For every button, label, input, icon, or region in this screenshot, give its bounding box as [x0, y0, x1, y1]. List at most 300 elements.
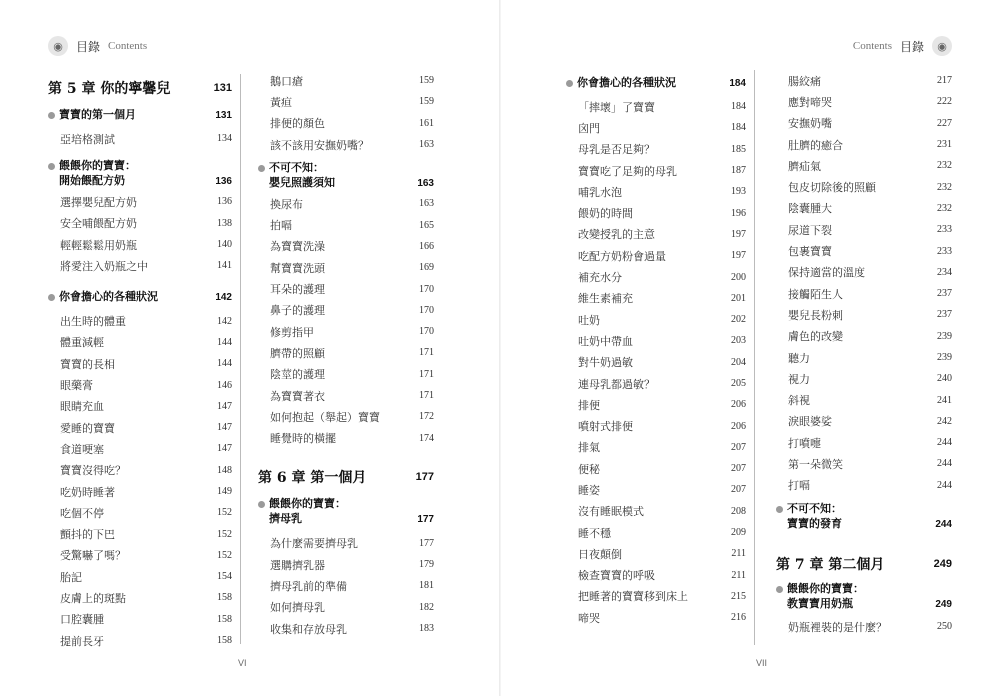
section-heading[interactable]	[48, 102, 232, 128]
entry-page: 141	[217, 260, 232, 272]
entry-title: 囟門	[578, 121, 600, 135]
entry-title: 嬰兒長粉刺	[788, 308, 843, 322]
toc-entry[interactable]	[258, 91, 434, 112]
entry-page: 171	[419, 368, 434, 380]
entry-title: 肚臍的癒合	[788, 138, 843, 152]
entry-page: 134	[217, 133, 232, 145]
toc-entry[interactable]	[776, 326, 952, 347]
toc-column-4	[776, 70, 952, 637]
entry-page: 174	[419, 432, 434, 444]
entry-page: 232	[937, 202, 952, 214]
entry-title: 腸絞痛	[788, 74, 821, 88]
entry-title: 安全哺餵配方奶	[60, 217, 137, 231]
toc-entry[interactable]	[48, 609, 232, 630]
entry-title: 日夜顛倒	[578, 547, 622, 561]
section-heading[interactable]	[258, 495, 434, 529]
entry-title: 受驚嚇了嗎？	[60, 549, 126, 563]
toc-entry[interactable]	[566, 288, 746, 309]
toc-entry[interactable]	[258, 385, 434, 406]
entry-page: 181	[419, 580, 434, 592]
entry-title: 寶寶沒得吃？	[60, 464, 126, 478]
entry-title: 排便	[578, 398, 600, 412]
toc-entry[interactable]	[776, 389, 952, 410]
toc-entry[interactable]	[258, 236, 434, 257]
entry-title: 食道哽塞	[60, 442, 104, 456]
section-title-line2: 寶寶的發育	[787, 517, 842, 530]
entry-title: 收集和存放母乳	[270, 622, 347, 636]
section-title: 寶寶的第一個月	[59, 108, 136, 121]
entry-title: 為什麼需要擠母乳	[270, 537, 358, 551]
toc-entry[interactable]	[48, 191, 232, 212]
entry-page: 163	[419, 198, 434, 210]
entry-page: 171	[419, 347, 434, 359]
toc-entry[interactable]	[776, 304, 952, 325]
toc-entry[interactable]	[48, 332, 232, 353]
entry-title: 顫抖的下巴	[60, 528, 115, 542]
entry-title: 斜視	[788, 394, 810, 408]
section-page: 177	[417, 513, 434, 525]
entry-title: 沒有睡眠模式	[578, 505, 644, 519]
toc-entry[interactable]	[258, 113, 434, 134]
entry-title: 眼藥膏	[60, 379, 93, 393]
section-page: 142	[215, 291, 232, 303]
entry-title: 擠母乳前的準備	[270, 579, 347, 593]
entry-title: 輕輕鬆鬆用奶瓶	[60, 238, 137, 252]
section-page: 249	[935, 598, 952, 610]
entry-title: 第一朵微笑	[788, 457, 843, 471]
entry-page: 158	[217, 635, 232, 647]
entry-page: 211	[731, 569, 746, 581]
chapter-heading[interactable]	[258, 463, 434, 491]
toc-entry[interactable]	[48, 213, 232, 234]
entry-title: 啼哭	[578, 611, 600, 625]
toc-entry[interactable]	[566, 373, 746, 394]
entry-page: 240	[937, 373, 952, 385]
entry-page: 158	[217, 613, 232, 625]
entry-page: 184	[731, 101, 746, 113]
entry-page: 203	[731, 335, 746, 347]
entry-title: 聽力	[788, 351, 810, 365]
entry-page: 144	[217, 358, 232, 370]
section-page: 244	[935, 518, 952, 530]
entry-page: 147	[217, 443, 232, 455]
section-title-line2: 開始餵配方奶	[59, 175, 125, 188]
bullet-icon	[776, 506, 783, 513]
toc-column-3	[566, 70, 755, 645]
toc-entry[interactable]	[258, 342, 434, 363]
entry-title: 皮膚上的斑點	[60, 591, 126, 605]
entry-page: 146	[217, 379, 232, 391]
entry-title: 打噴嚏	[788, 436, 821, 450]
toc-entry[interactable]	[566, 607, 746, 628]
entry-page: 232	[937, 181, 952, 193]
entry-page: 237	[937, 288, 952, 300]
entry-title: 睡覺時的橫擺	[270, 432, 336, 446]
section-page: 163	[417, 178, 434, 190]
section-title: 你會擔心的各種狀況	[577, 76, 676, 89]
book-gutter	[499, 0, 501, 696]
entry-title: 哺乳水泡	[578, 185, 622, 199]
toc-entry[interactable]	[258, 533, 434, 554]
entry-title: 改變授乳的主意	[578, 228, 655, 242]
entry-page: 244	[937, 458, 952, 470]
entry-page: 222	[937, 96, 952, 108]
chapter-title: 第 7 章 第二個月	[776, 556, 885, 573]
toc-entry[interactable]	[258, 134, 434, 155]
entry-title: 應對啼哭	[788, 95, 832, 109]
toc-entry[interactable]	[258, 618, 434, 639]
entry-page: 193	[731, 186, 746, 198]
entry-title: 選擇嬰兒配方奶	[60, 195, 137, 209]
entry-page: 152	[217, 549, 232, 561]
entry-page: 197	[731, 228, 746, 240]
entry-title: 尿道下裂	[788, 223, 832, 237]
stroller-icon: ◉	[932, 36, 952, 56]
toc-entry[interactable]	[48, 460, 232, 481]
entry-page: 200	[731, 271, 746, 283]
entry-page: 237	[937, 309, 952, 321]
toc-entry[interactable]	[48, 481, 232, 502]
entry-page: 244	[937, 479, 952, 491]
entry-title: 眼睛充血	[60, 400, 104, 414]
entry-page: 206	[731, 399, 746, 411]
toc-entry[interactable]	[48, 523, 232, 544]
toc-entry[interactable]	[566, 501, 746, 522]
entry-page: 170	[419, 283, 434, 295]
entry-page: 233	[937, 224, 952, 236]
entry-page: 136	[217, 196, 232, 208]
entry-page: 166	[419, 240, 434, 252]
toc-entry[interactable]	[566, 181, 746, 202]
entry-page: 152	[217, 507, 232, 519]
toc-entry[interactable]	[776, 240, 952, 261]
entry-page: 211	[731, 548, 746, 560]
toc-entry[interactable]	[48, 587, 232, 608]
toc-entry[interactable]	[566, 309, 746, 330]
toc-entry[interactable]	[776, 368, 952, 389]
toc-entry[interactable]	[776, 432, 952, 453]
toc-entry[interactable]	[776, 70, 952, 91]
toc-entry[interactable]	[48, 566, 232, 587]
entry-page: 163	[419, 139, 434, 151]
entry-title: 排氣	[578, 441, 600, 455]
toc-entry[interactable]	[776, 176, 952, 197]
toc-entry[interactable]	[48, 128, 232, 149]
entry-page: 215	[731, 590, 746, 602]
toc-entry[interactable]	[776, 475, 952, 496]
section-page: 136	[215, 176, 232, 188]
entry-page: 183	[419, 623, 434, 635]
chapter-page: 249	[933, 557, 952, 570]
entry-title: 吐奶	[578, 313, 600, 327]
entry-page: 172	[419, 411, 434, 423]
toc-entry[interactable]	[258, 278, 434, 299]
toc-entry[interactable]	[566, 437, 746, 458]
entry-page: 216	[731, 612, 746, 624]
toc-entry[interactable]	[566, 202, 746, 223]
section-heading[interactable]	[776, 580, 952, 614]
toc-entry[interactable]	[566, 352, 746, 373]
bullet-icon	[48, 163, 55, 170]
toc-column-1	[48, 74, 241, 648]
entry-title: 該不該用安撫奶嘴？	[270, 138, 369, 152]
toc-entry[interactable]	[566, 117, 746, 138]
chapter-page: 177	[415, 470, 434, 483]
entry-title: 吐奶中帶血	[578, 334, 633, 348]
entry-title: 便秘	[578, 462, 600, 476]
entry-page: 207	[731, 441, 746, 453]
toc-entry[interactable]	[776, 134, 952, 155]
entry-page: 185	[731, 143, 746, 155]
toc-entry[interactable]	[776, 453, 952, 474]
entry-title: 視力	[788, 372, 810, 386]
entry-title: 奶瓶裡裝的是什麼？	[788, 620, 887, 634]
entry-page: 201	[731, 292, 746, 304]
bullet-icon	[48, 112, 55, 119]
toc-entry[interactable]	[776, 411, 952, 432]
entry-title: 「摔壞」了寶寶	[578, 100, 655, 114]
entry-title: 維生素補充	[578, 292, 633, 306]
entry-title: 睡不穩	[578, 526, 611, 540]
section-heading[interactable]	[48, 157, 232, 191]
entry-title: 為寶寶著衣	[270, 389, 325, 403]
section-heading[interactable]	[258, 159, 434, 193]
bullet-icon	[258, 501, 265, 508]
toc-entry[interactable]	[258, 554, 434, 575]
section-title-line2: 教寶寶用奶瓶	[787, 597, 853, 610]
toc-entry[interactable]	[258, 364, 434, 385]
entry-title: 臍疝氣	[788, 159, 821, 173]
entry-title: 出生時的體重	[60, 315, 126, 329]
entry-title: 吃配方奶粉會過量	[578, 249, 666, 263]
toc-entry[interactable]	[566, 330, 746, 351]
section-heading[interactable]	[776, 500, 952, 534]
entry-page: 206	[731, 420, 746, 432]
entry-page: 147	[217, 422, 232, 434]
toc-entry[interactable]	[566, 522, 746, 543]
toc-entry[interactable]	[566, 245, 746, 266]
entry-title: 提前長牙	[60, 634, 104, 648]
entry-title: 臍帶的照顧	[270, 346, 325, 360]
section-title-line1: 不可不知：	[269, 162, 324, 175]
entry-page: 165	[419, 219, 434, 231]
toc-entry[interactable]	[258, 257, 434, 278]
toc-entry[interactable]	[258, 597, 434, 618]
entry-title: 亞培格測試	[60, 132, 115, 146]
entry-page: 204	[731, 356, 746, 368]
entry-title: 接觸陌生人	[788, 287, 843, 301]
header-title-cn: 目錄	[899, 39, 924, 54]
entry-title: 包皮切除後的照顧	[788, 181, 876, 195]
toc-entry[interactable]	[566, 139, 746, 160]
toc-entry[interactable]	[566, 543, 746, 564]
toc-entry[interactable]	[566, 479, 746, 500]
entry-title: 修剪指甲	[270, 325, 314, 339]
entry-title: 淚眼婆娑	[788, 415, 832, 429]
entry-title: 陰莖的護理	[270, 368, 325, 382]
toc-entry[interactable]	[776, 155, 952, 176]
entry-page: 207	[731, 484, 746, 496]
entry-page: 159	[419, 96, 434, 108]
toc-entry[interactable]	[566, 96, 746, 117]
toc-entry[interactable]	[776, 198, 952, 219]
toc-entry[interactable]	[48, 502, 232, 523]
toc-entry[interactable]	[776, 91, 952, 112]
entry-title: 補充水分	[578, 271, 622, 285]
entry-page: 161	[419, 117, 434, 129]
entry-page: 147	[217, 400, 232, 412]
toc-entry[interactable]	[566, 394, 746, 415]
entry-title: 口腔囊腫	[60, 613, 104, 627]
entry-page: 209	[731, 527, 746, 539]
entry-title: 包裹寶寶	[788, 245, 832, 259]
entry-page: 148	[217, 464, 232, 476]
toc-entry[interactable]	[776, 347, 952, 368]
toc-entry[interactable]	[258, 70, 434, 91]
toc-entry[interactable]	[566, 458, 746, 479]
section-title-line1: 餵餵你的寶寶：	[59, 160, 136, 173]
page-number-right: VII	[756, 658, 768, 668]
entry-page: 244	[937, 437, 952, 449]
entry-title: 如何抱起（舉起）寶寶	[270, 410, 380, 424]
entry-page: 234	[937, 266, 952, 278]
toc-entry[interactable]	[776, 219, 952, 240]
toc-entry[interactable]	[566, 565, 746, 586]
entry-page: 154	[217, 571, 232, 583]
entry-page: 202	[731, 314, 746, 326]
page-number-left: VI	[238, 658, 247, 668]
entry-title: 保持適當的溫度	[788, 266, 865, 280]
toc-entry[interactable]	[566, 266, 746, 287]
entry-title: 檢查寶寶的呼吸	[578, 569, 655, 583]
entry-title: 拍嗝	[270, 219, 292, 233]
toc-entry[interactable]	[776, 616, 952, 637]
entry-page: 142	[217, 315, 232, 327]
bullet-icon	[48, 294, 55, 301]
entry-title: 體重減輕	[60, 336, 104, 350]
entry-page: 179	[419, 559, 434, 571]
right-running-header	[853, 36, 952, 56]
section-title-line2: 擠母乳	[269, 512, 302, 525]
entry-page: 182	[419, 601, 434, 613]
toc-entry[interactable]	[258, 193, 434, 214]
entry-title: 安撫奶嘴	[788, 117, 832, 131]
bullet-icon	[776, 586, 783, 593]
toc-entry[interactable]	[48, 545, 232, 566]
section-title-line1: 餵餵你的寶寶：	[269, 497, 346, 510]
entry-title: 排便的顏色	[270, 117, 325, 131]
entry-title: 把睡著的寶寶移到床上	[578, 590, 688, 604]
entry-title: 耳朵的護理	[270, 283, 325, 297]
toc-entry[interactable]	[776, 283, 952, 304]
section-title: 你會擔心的各種狀況	[59, 290, 158, 303]
entry-page: 171	[419, 390, 434, 401]
toc-entry[interactable]	[776, 262, 952, 283]
toc-entry[interactable]	[258, 214, 434, 235]
entry-page: 170	[419, 304, 434, 316]
toc-entry[interactable]	[258, 575, 434, 596]
entry-page: 207	[731, 463, 746, 475]
entry-page: 239	[937, 330, 952, 342]
chapter-heading[interactable]	[776, 550, 952, 578]
chapter-title: 第 6 章 第一個月	[258, 469, 367, 486]
toc-entry[interactable]	[48, 374, 232, 395]
entry-title: 幫寶寶洗頭	[270, 261, 325, 275]
entry-page: 239	[937, 352, 952, 363]
section-page: 184	[729, 77, 746, 89]
entry-page: 242	[937, 415, 952, 427]
toc-entry[interactable]	[48, 438, 232, 459]
toc-entry[interactable]	[258, 406, 434, 427]
chapter-page: 131	[213, 82, 232, 94]
toc-entry[interactable]	[566, 224, 746, 245]
toc-entry[interactable]	[48, 396, 232, 417]
header-title-en: Contents	[852, 40, 892, 52]
toc-entry[interactable]	[258, 321, 434, 342]
toc-entry[interactable]	[776, 113, 952, 134]
toc-entry[interactable]	[48, 630, 232, 651]
entry-title: 寶寶的長相	[60, 357, 115, 371]
header-title-cn: 目錄	[76, 39, 101, 54]
section-title-line1: 餵餵你的寶寶：	[787, 582, 864, 595]
toc-entry[interactable]	[566, 586, 746, 607]
entry-page: 184	[731, 122, 746, 134]
entry-title: 餵奶的時間	[578, 207, 633, 221]
entry-page: 187	[731, 165, 746, 177]
toc-entry[interactable]	[258, 427, 434, 448]
toc-entry[interactable]	[48, 353, 232, 374]
entry-page: 196	[731, 207, 746, 219]
entry-title: 吃個不停	[60, 506, 104, 520]
entry-page: 149	[217, 486, 232, 497]
entry-title: 吃奶時睡著	[60, 485, 115, 499]
stroller-icon: ◉	[48, 36, 68, 56]
toc-entry[interactable]	[258, 300, 434, 321]
entry-page: 232	[937, 160, 952, 172]
toc-column-2	[258, 70, 434, 639]
section-heading[interactable]	[48, 284, 232, 310]
entry-title: 膚色的改變	[788, 330, 843, 344]
entry-title: 睡姿	[578, 483, 600, 497]
entry-title: 為寶寶洗澡	[270, 240, 325, 254]
entry-page: 208	[731, 505, 746, 517]
entry-title: 換尿布	[270, 197, 303, 211]
toc-entry[interactable]	[566, 415, 746, 436]
toc-entry[interactable]	[48, 255, 232, 276]
chapter-heading[interactable]	[48, 74, 232, 102]
toc-entry[interactable]	[48, 417, 232, 438]
entry-page: 241	[937, 394, 952, 406]
section-heading[interactable]	[566, 70, 746, 96]
entry-page: 170	[419, 326, 434, 338]
toc-entry[interactable]	[48, 234, 232, 255]
entry-page: 169	[419, 262, 434, 274]
chapter-title: 第 5 章 你的寧馨兒	[48, 81, 171, 97]
entry-page: 227	[937, 117, 952, 129]
entry-title: 鼻子的護理	[270, 304, 325, 318]
entry-title: 黃疸	[270, 95, 292, 109]
section-page: 131	[215, 109, 232, 121]
section-title-line2: 嬰兒照護須知	[269, 177, 335, 190]
entry-page: 144	[217, 336, 232, 348]
section-title-line1: 不可不知：	[787, 502, 842, 515]
toc-entry[interactable]	[48, 310, 232, 331]
entry-page: 217	[937, 75, 952, 87]
entry-page: 138	[217, 217, 232, 229]
entry-title: 將愛注入奶瓶之中	[60, 259, 148, 273]
left-running-header	[48, 36, 147, 56]
toc-entry[interactable]	[566, 160, 746, 181]
